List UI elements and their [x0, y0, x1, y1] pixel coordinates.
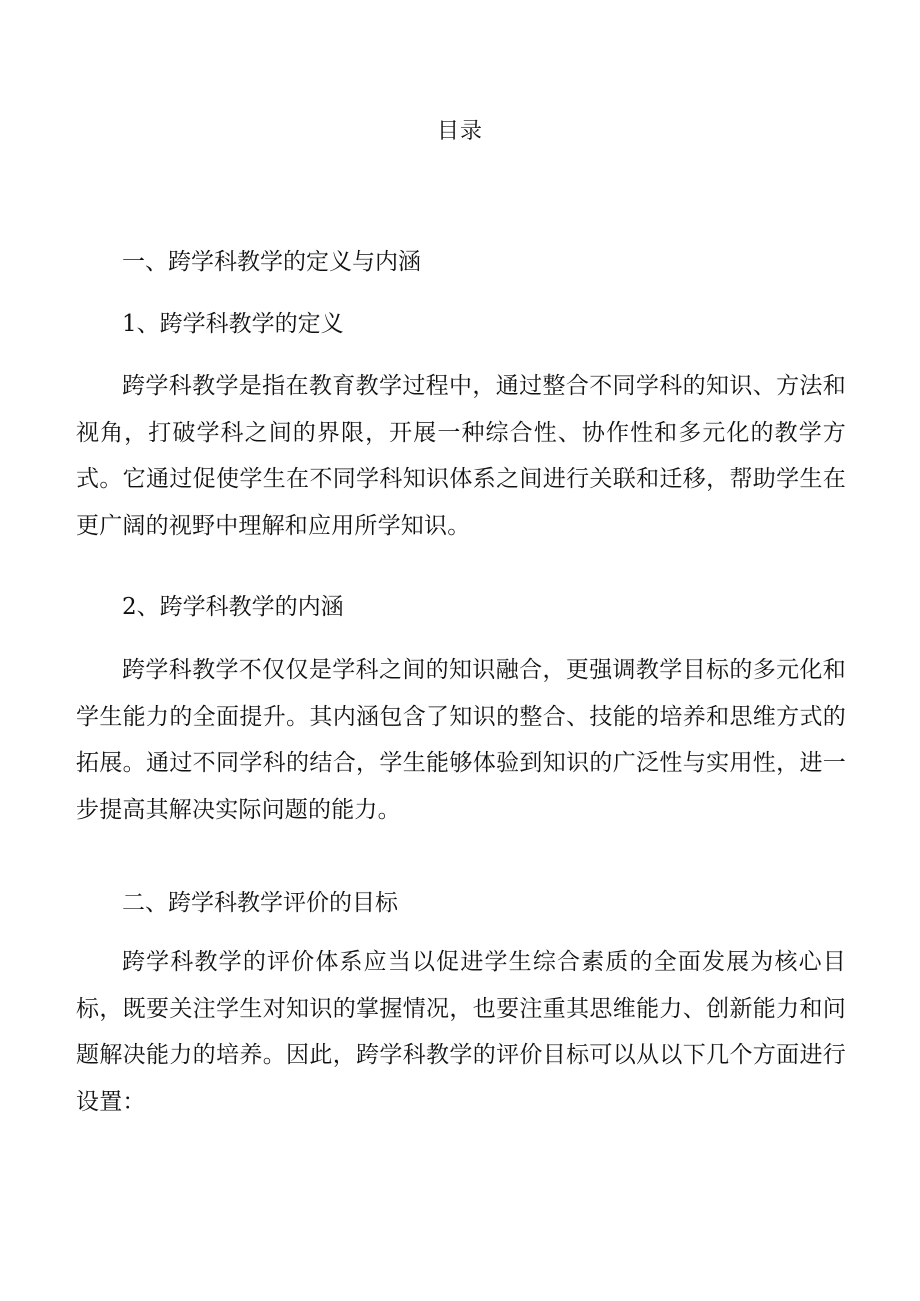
subsection-1-1-paragraph: 跨学科教学是指在教育教学过程中，通过整合不同学科的知识、方法和视角，打破学科之间的界限，开展一种综合性、协作性和多元化的教学方式。它通过促使学生在不同学科知识体系之间进行关联和迁移，帮助学生在更广阔的视野中理解和应用所学知识。 — [76, 373, 846, 539]
subsection-1-2-paragraph: 跨学科教学不仅仅是学科之间的知识融合，更强调教学目标的多元化和学生能力的全面提升。其内涵包含了知识的整合、技能的培养和思维方式的拓展。通过不同学科的结合，学生能够体验到知识的广泛性与实用性，进一步提高其解决实际问题的能力。 — [76, 657, 846, 823]
section-1-heading: 一、跨学科教学的定义与内涵 — [122, 249, 421, 275]
section-2-heading: 二、跨学科教学评价的目标 — [122, 890, 398, 916]
subsection-1-2-heading: 2、跨学科教学的内涵 — [122, 594, 344, 620]
toc-title: 目录 — [436, 119, 483, 144]
subsection-1-1-heading: 1、跨学科教学的定义 — [122, 311, 344, 337]
section-2-paragraph: 跨学科教学的评价体系应当以促进学生综合素质的全面发展为核心目标，既要关注学生对知识的掌握情况，也要注重其思维能力、创新能力和问题解决能力的培养。因此，跨学科教学的评价目标可以从以下几个方面进行设置： — [76, 949, 846, 1115]
